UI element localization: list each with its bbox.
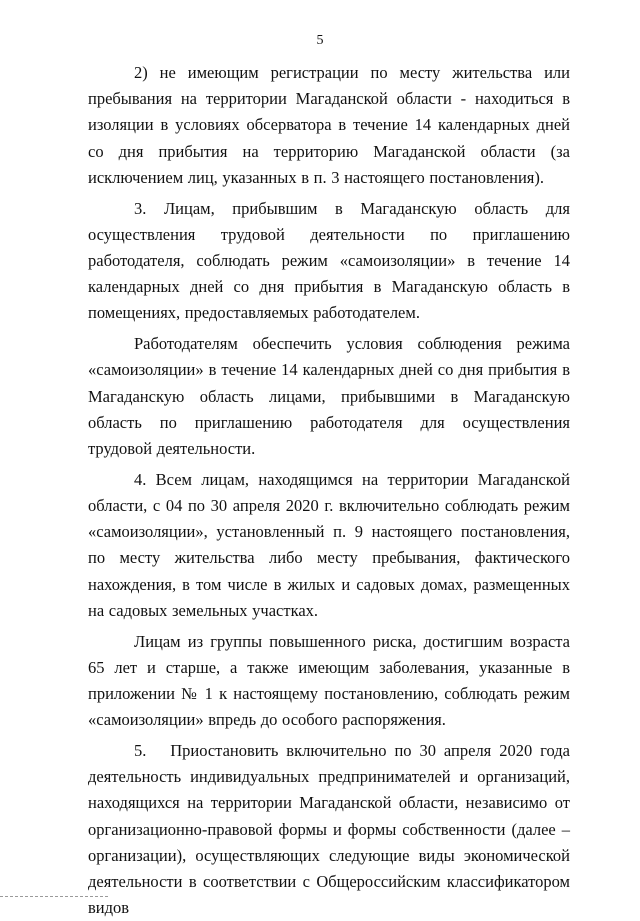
footer-divider bbox=[0, 896, 108, 897]
document-body bbox=[88, 60, 570, 921]
paragraph-employers-obligation: Работодателям обеспечить условия соблюдения режима «самоизоляции» в течение 14 календарных дней со дня прибытия в Магаданскую область лицами, прибывшими в Магаданскую область по приглашению работодателя для осуществления трудовой деятельности. bbox=[88, 334, 570, 459]
paragraph-clause-4-self-isolation: 4. Всем лицам, находящимся на территории Магаданской области, с 04 по 30 апреля 2020 г. включительно соблюдать режим «самоизоляции», установленный п. 9 настоящего постановления, по месту жительства либо месту пребывания, фактического нахождения, в том числе в жилых и садовых домах, размещенных на садовых земельных участках. bbox=[88, 469, 570, 620]
page-number: 5 bbox=[316, 33, 324, 48]
paragraph-item-2-no-registration: 2) не имеющим регистрации по месту жительства или пребывания на территории Магаданской области - находиться в изоляции в условиях обсерватора в течение 14 календарных дней со дня прибытия на территорию Магаданской области (за исключением лиц, указанных в п. 3 настоящего постановления). bbox=[88, 63, 570, 187]
paragraph-high-risk-group: Лицам из группы повышенного риска, достигшим возраста 65 лет и старше, а также имеющим заболевания, указанные в приложении № 1 к настоящему постановлению, соблюдать режим «самоизоляции» впредь до особого распоряжения. bbox=[88, 631, 570, 730]
paragraph-clause-5-suspension: 5. Приостановить включительно по 30 апреля 2020 года деятельность индивидуальных предпринимателей и организаций, находящихся на территории Магаданской области, независимо от организационно-правовой формы и формы собственности (далее – организации), осуществляющих следующие виды экономической деятельности в соответствии с Общероссийским классификатором видов bbox=[88, 741, 570, 918]
paragraph-clause-3-invited-workers: 3. Лицам, прибывшим в Магаданскую область для осуществления трудовой деятельности по приглашению работодателя, соблюдать режим «самоизоляции» в течение 14 календарных дней со дня прибытия в Магаданскую область в помещениях, предоставляемых работодателем. bbox=[88, 198, 570, 323]
